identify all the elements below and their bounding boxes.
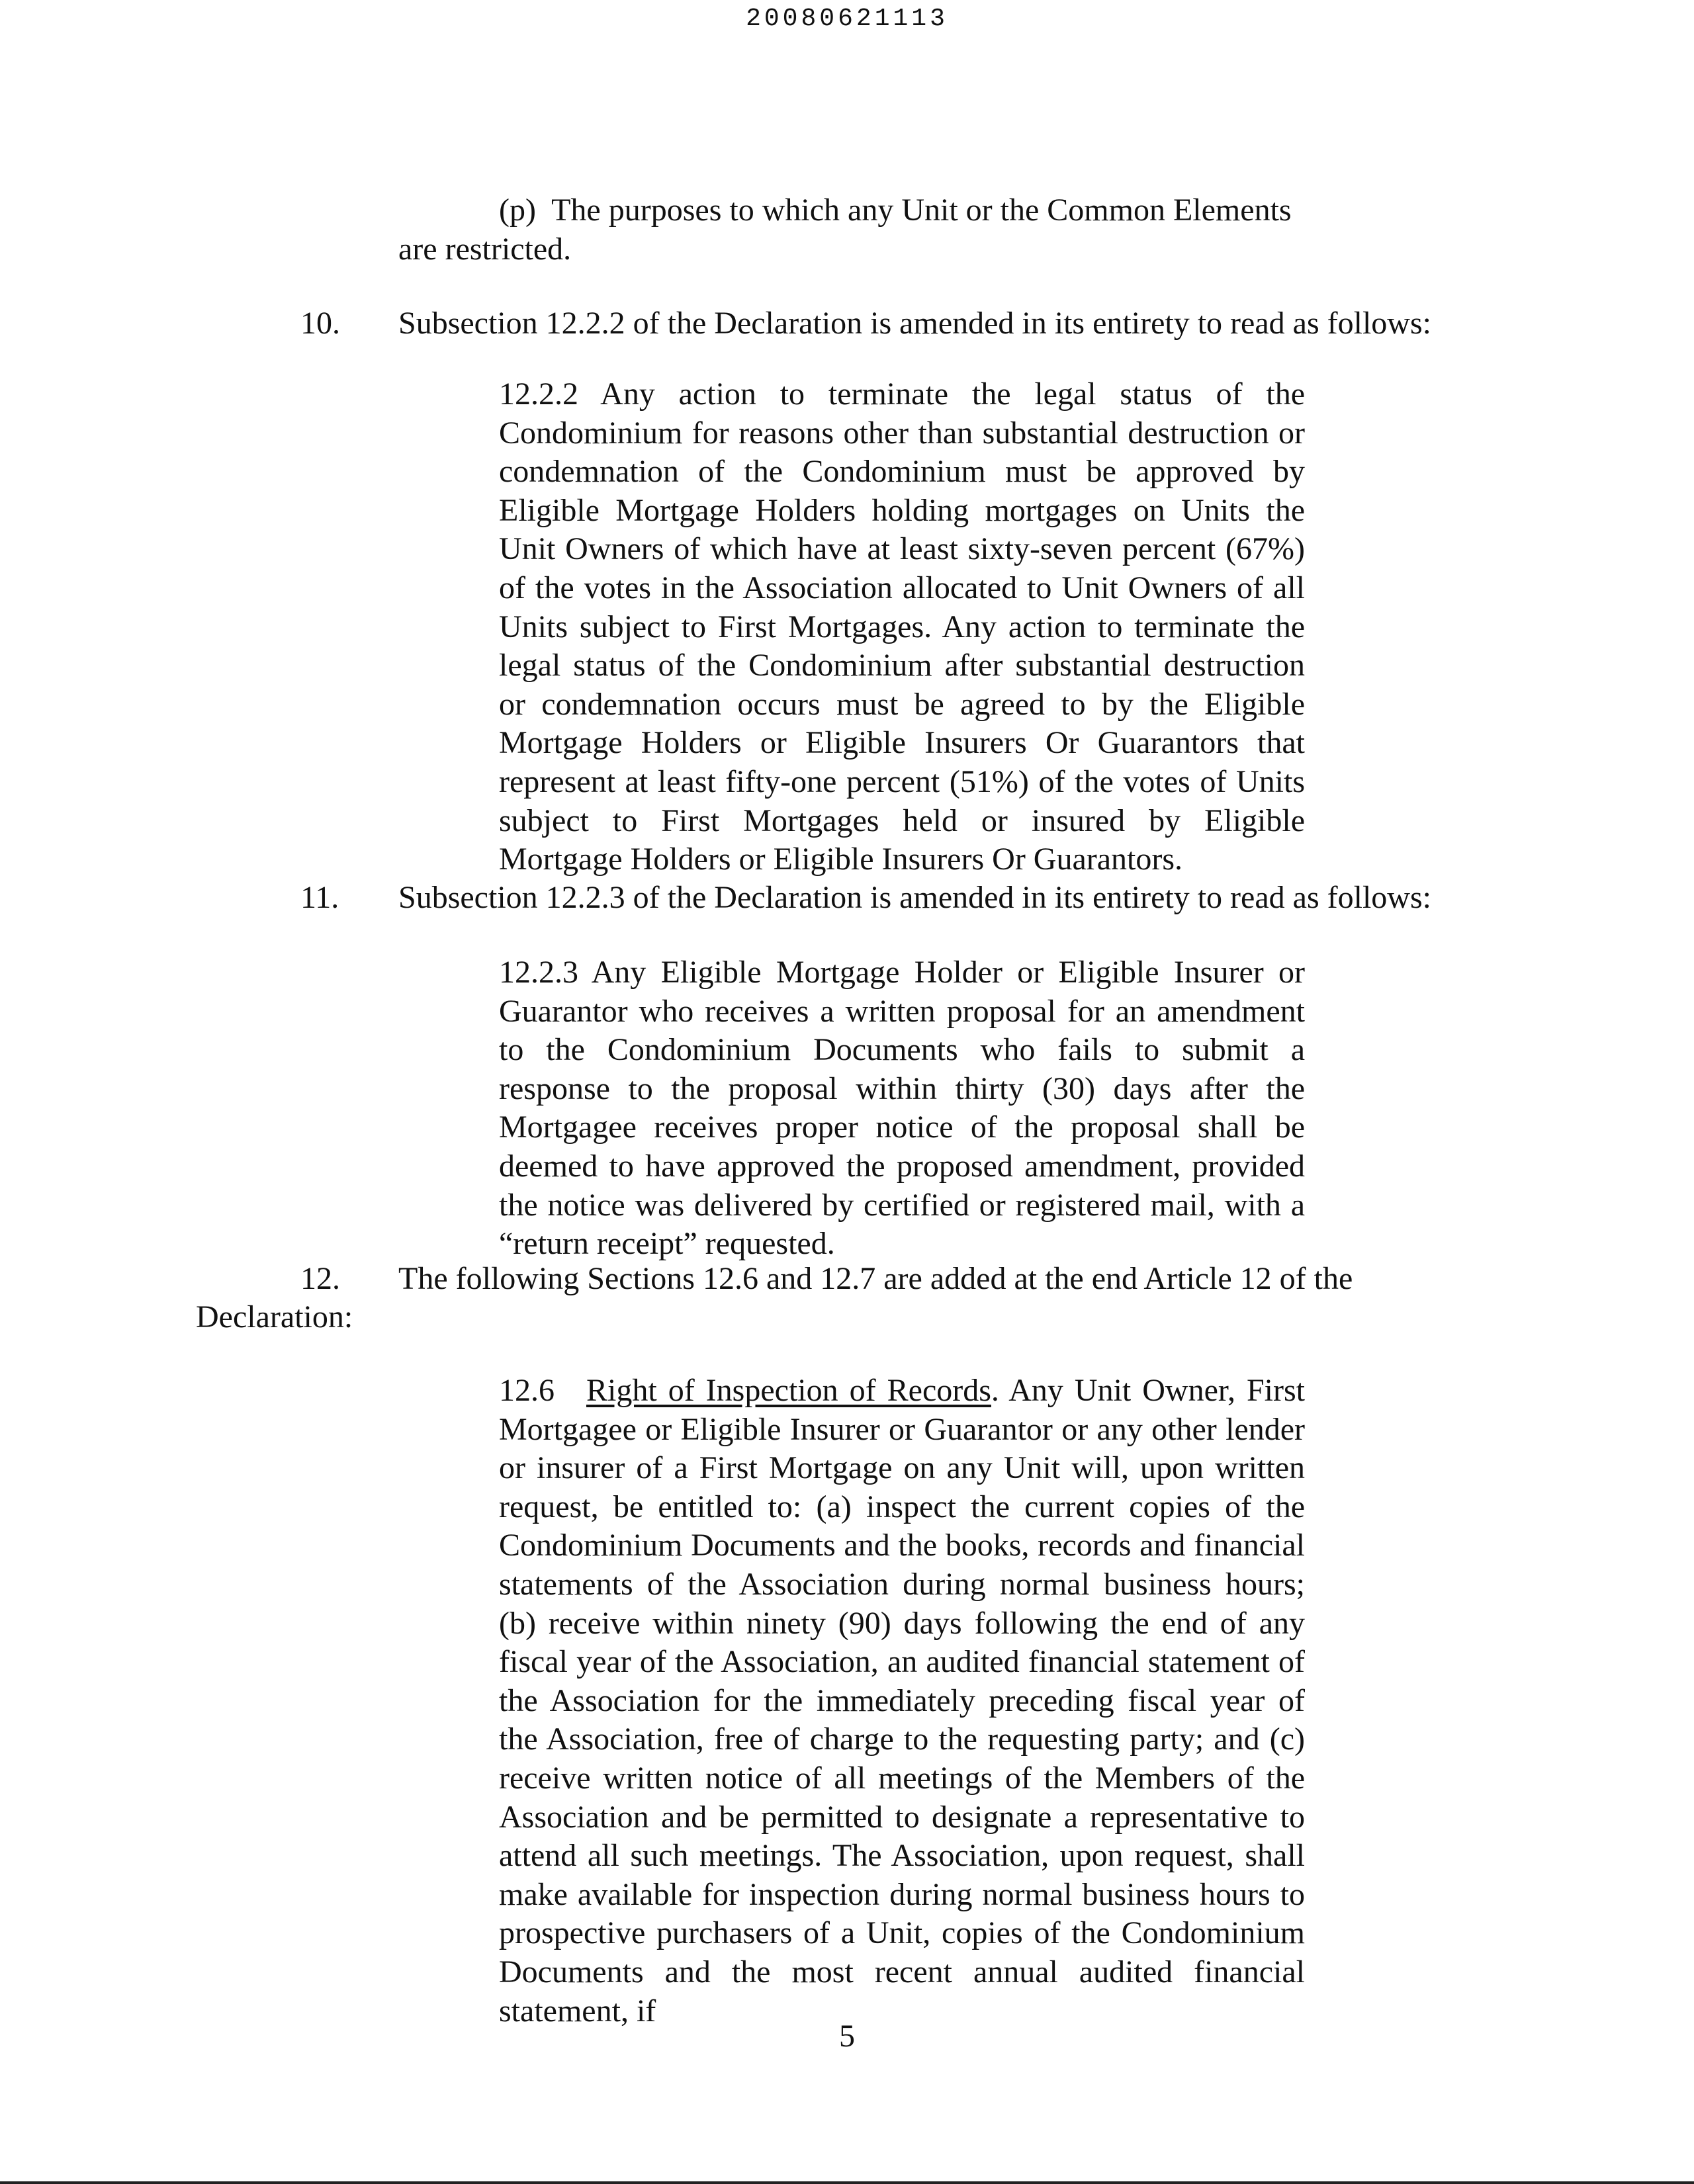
paragraph-p-line-2: are restricted. [398,231,572,267]
section-12-2-3-paragraph: 12.2.3 Any Eligible Mortgage Holder or Eligible Insurer or Guarantor who receives a written proposal for an amendment to the Condominium Documents who fails to submit a response to the proposal within thirty (30) days after the Mortgagee receives proper notice of the proposal shall be deemed to have approved the proposed amendment, provided the notice was delivered by certified or registered mail, with a “return receipt” requested. [499,955,1305,1262]
item-11-text: Subsection 12.2.3 of the Declaration is amended in its entirety to read as follows: [398,880,1431,915]
section-12-6-body: Any Unit Owner, First Mortgagee or Eligible Insurer or Guarantor or any other lender or insurer of a First Mortgage on any Unit will, upon written request, be entitled to: (a) inspect the current copies of the Condominium Documents and the books, records and financial statements of the Association during normal business hours; (b) receive within ninety (90) days following the end of any fiscal year of the Association, an audited financial statement of the Association for the immediately preceding fiscal year of the Association, free of charge to the requesting party; and (c) receive written notice of all meetings of the Members of the Association and be permitted to designate a representative to attend all such meetings. The Association, upon request, shall make available for inspection during normal business hours to prospective purchasers of a Unit, copies of the Condominium Documents and the most recent annual audited financial statement, if [499,1373,1305,2029]
item-11-number: 11. [300,880,339,915]
section-12-2-2-paragraph: 12.2.2 Any action to terminate the legal status of the Condominium for reasons other than substantial destruction or condemnation of the Condominium must be approved by Eligible Mortgage Holders holding mortgages on Units the Unit Owners of which have at least sixty-seven percent (67%) of the votes in the Association allocated to Unit Owners of all Units subject to First Mortgages. Any action to terminate the legal status of the Condominium after substantial destruction or condemnation occurs must be agreed to by the Eligible Mortgage Holders or Eligible Insurers Or Guarantors that represent at least fifty-one percent (51%) of the votes of Units subject to First Mortgages held or insured by Eligible Mortgage Holders or Eligible Insurers Or Guarantors. [499,376,1305,877]
item-10-number: 10. [300,306,340,341]
paragraph-p-line-1: (p) The purposes to which any Unit or the Common Elements [499,193,1292,228]
section-12-6-number: 12.6 [499,1373,555,1408]
footer-rule [0,2181,1694,2184]
item-12-continuation: Declaration: [196,1299,353,1334]
item-12-text: The following Sections 12.6 and 12.7 are added at the end Article 12 of the [398,1261,1353,1296]
section-12-6-heading-period: . [991,1373,999,1408]
item-12-number: 12. [300,1261,340,1296]
section-12-6-paragraph [398,1372,1305,2031]
item-10-text: Subsection 12.2.2 of the Declaration is amended in its entirety to read as follows: [398,306,1431,341]
page-number: 5 [839,2019,855,2054]
paragraph-p [398,191,1305,269]
section-12-6-heading: Right of Inspection of Records [586,1373,991,1408]
document-number: 20080621113 [746,5,948,33]
